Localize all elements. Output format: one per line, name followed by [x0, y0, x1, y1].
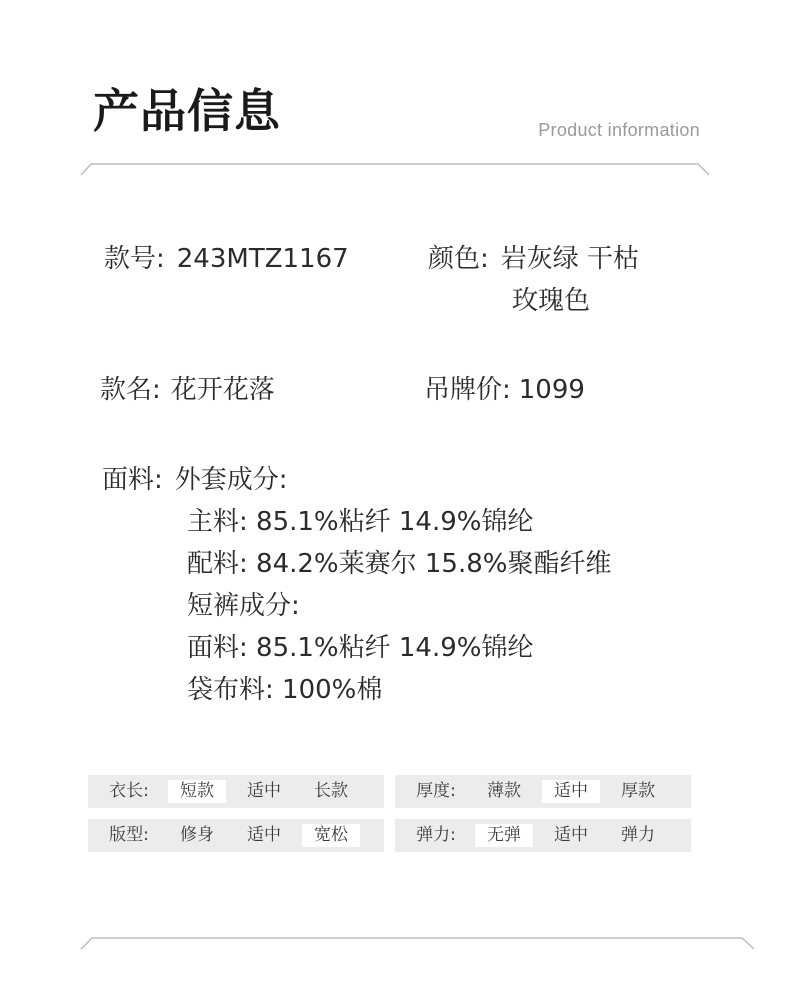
price-field: [424, 369, 585, 411]
spec-option: 无弹: [475, 824, 533, 847]
fabric-line-text: 主料: 85.1%粘纤 14.9%锦纶: [187, 507, 534, 537]
fabric-line-text: 面料: 85.1%粘纤 14.9%锦纶: [187, 633, 534, 663]
spec-label: 衣长:: [109, 781, 149, 801]
spec-length: [88, 775, 384, 808]
color-field: [428, 238, 639, 280]
fabric-line: [102, 459, 611, 501]
spec-option: 适中: [247, 825, 281, 845]
price-value: 1099: [518, 375, 585, 405]
spec-option: 适中: [554, 825, 588, 845]
spec-label: 版型:: [109, 825, 149, 845]
name-label: 款名:: [100, 375, 161, 405]
spec-label: 弹力:: [416, 825, 456, 845]
price-label: 吊牌价:: [424, 375, 511, 405]
name-field: [100, 369, 275, 411]
spec-option: 薄款: [487, 781, 521, 801]
page-subtitle: Product information: [538, 120, 700, 140]
spec-thickness: [395, 775, 691, 808]
fabric-line-text: 短裤成分:: [187, 591, 300, 621]
fabric-label: 面料:: [102, 465, 163, 495]
spec-fit: [88, 819, 384, 852]
style-no-value: 243MTZ1167: [176, 244, 349, 274]
spec-option: 适中: [247, 781, 281, 801]
bottom-divider: [80, 934, 760, 954]
spec-option: 宽松: [302, 824, 360, 847]
fabric-line-text: 配料: 84.2%莱赛尔 15.8%聚酯纤维: [187, 549, 612, 579]
fabric-section: [102, 459, 611, 711]
spec-option: 修身: [180, 825, 214, 845]
spec-stretch: [395, 819, 691, 852]
color-value-continued: 玫瑰色: [512, 286, 591, 316]
fabric-line-text: 外套成分:: [174, 465, 288, 495]
page-title: 产品信息: [93, 84, 281, 138]
spec-option: 长款: [314, 781, 348, 801]
color-value: 岩灰绿 干枯: [500, 244, 640, 274]
fabric-line-text: 袋布料: 100%棉: [187, 675, 383, 705]
style-no-label: 款号:: [104, 244, 165, 274]
style-no-field: [104, 238, 349, 280]
color-field-continued: [512, 280, 590, 322]
spec-option: 短款: [168, 780, 226, 803]
color-label: 颜色:: [428, 244, 489, 274]
name-value: 花开花落: [170, 375, 275, 405]
spec-option: 厚款: [621, 781, 655, 801]
top-divider: [80, 160, 712, 180]
spec-option: 弹力: [621, 825, 655, 845]
spec-label: 厚度:: [416, 781, 456, 801]
spec-option: 适中: [542, 780, 600, 803]
